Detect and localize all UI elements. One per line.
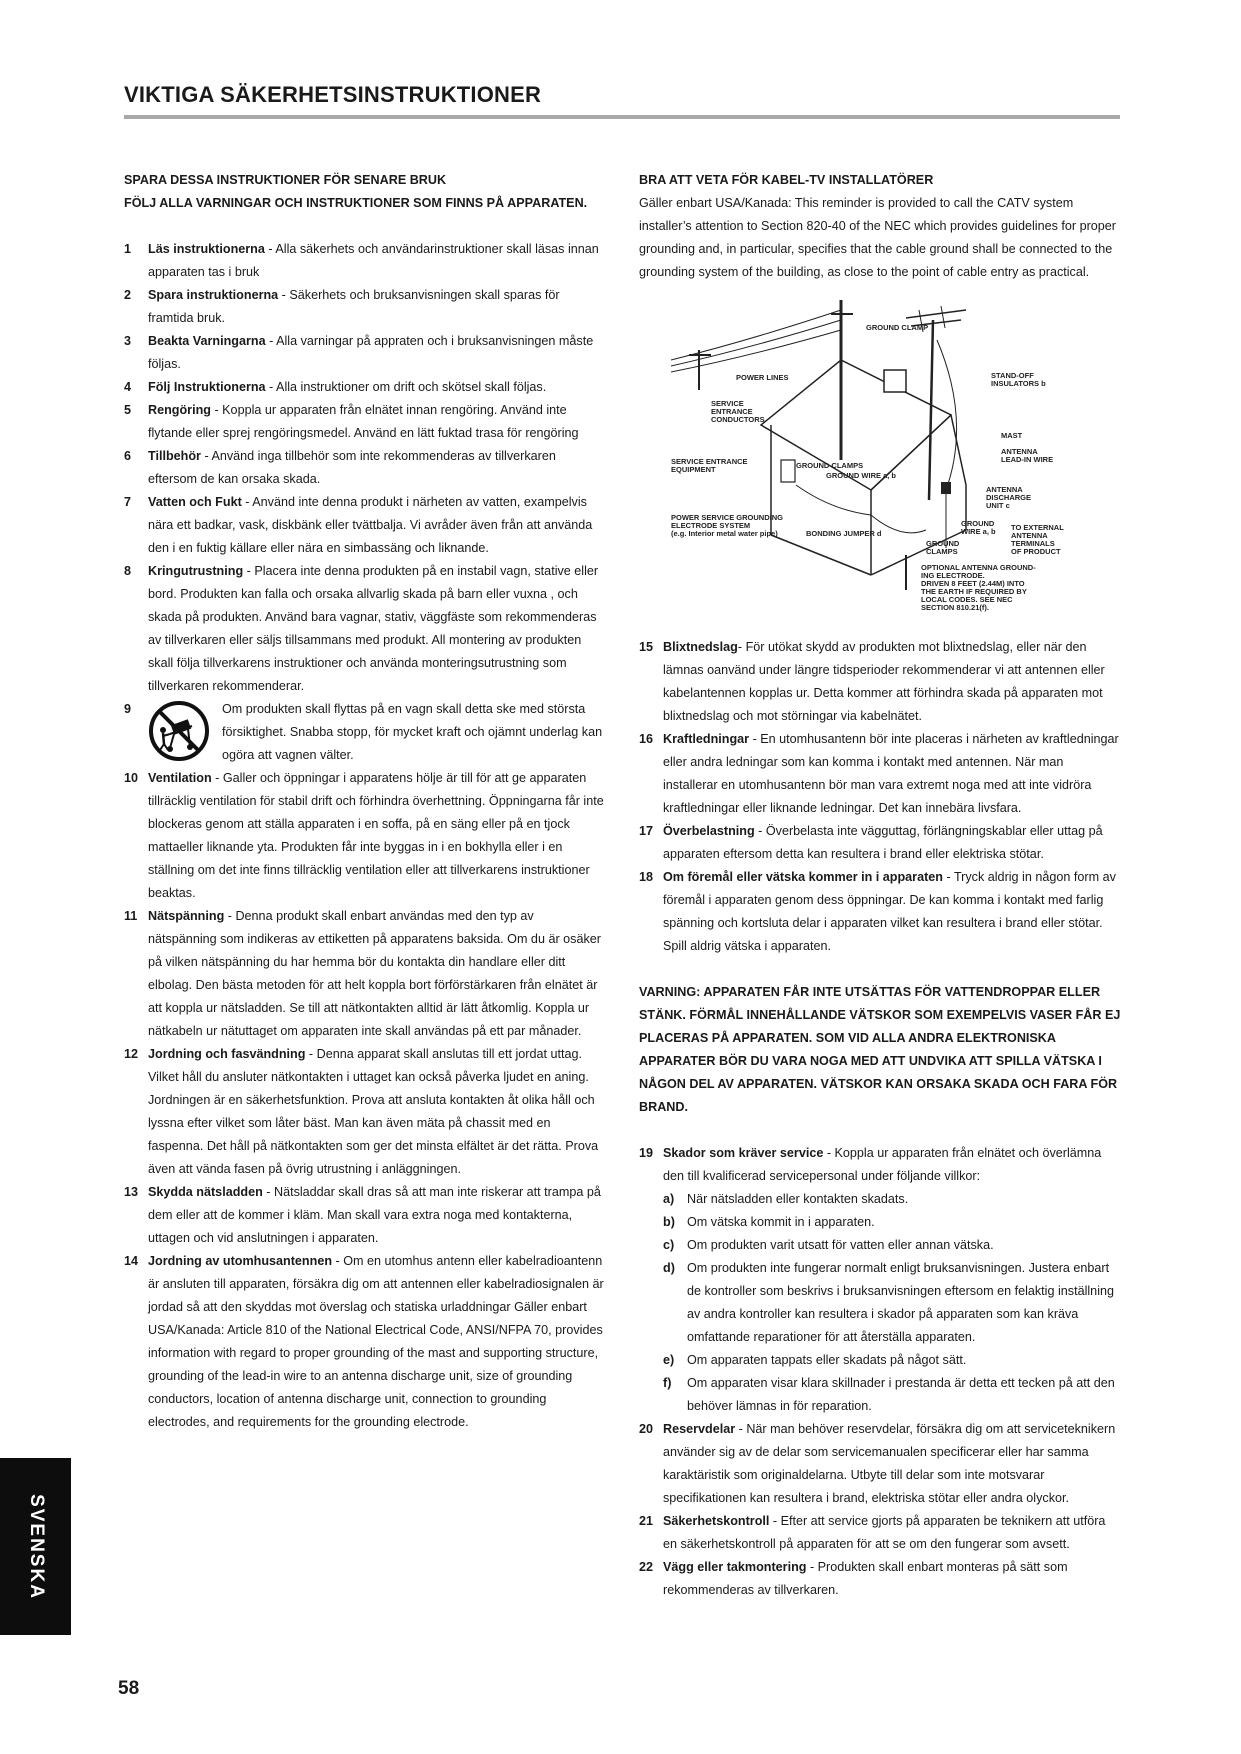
left-heading-2: FÖLJ ALLA VARNINGAR OCH INSTRUKTIONER SOM FINNS PÅ APPARATEN. xyxy=(124,196,588,210)
list-item: 16 Kraftledningar - En utomhusantenn bör inte placeras i närheten av kraftledningar eller andra ledningar som kan komma i kontakt med antennen. När man installerar en utomhusantenn bör man vara extremt noga med att inte vidröra kraftledningar eller liknande ledningar. Det kan innebära livsfara. xyxy=(639,732,1119,815)
svg-text:SERVICE ENTRANCE: SERVICE ENTRANCE xyxy=(671,457,748,466)
svg-text:MAST: MAST xyxy=(1001,431,1023,440)
list-item: 8 Kringutrustning - Placera inte denna produkten på en instabil vagn, stative eller bord. Produkten kan falla och orsaka allvarlig skada på barn eller vuxna , och skada på produkten. Använd bara vagnar, stativ, väggfäste som rekommenderas av tillverkaren eller säljs tillsammans med produkt. All montering av produkten skall följa tillverkarens instruktioner och använda monteringsutrustning som tillverkaren rekommenderar. xyxy=(124,564,599,693)
svg-text:OF PRODUCT: OF PRODUCT xyxy=(1011,547,1061,556)
list-item: 22 Vägg eller takmontering - Produkten skall enbart monteras på sätt som rekommenderas av tillverkaren. xyxy=(639,1560,1068,1597)
svg-text:CONDUCTORS: CONDUCTORS xyxy=(711,415,765,424)
title-rule xyxy=(124,115,1120,119)
sub-item: e) Om apparaten tappats eller skadats på något sätt. xyxy=(663,1353,967,1367)
page-number: 58 xyxy=(118,1678,140,1699)
svg-text:WIRE a, b: WIRE a, b xyxy=(961,527,996,536)
list-item: 4 Följ Instruktionerna - Alla instruktioner om drift och skötsel skall följas. xyxy=(124,380,547,394)
left-heading-1: SPARA DESSA INSTRUKTIONER FÖR SENARE BRUK xyxy=(124,173,447,187)
svg-text:BONDING JUMPER d: BONDING JUMPER d xyxy=(806,529,882,538)
svg-text:POWER LINES: POWER LINES xyxy=(736,373,789,382)
svg-text:INSULATORS b: INSULATORS b xyxy=(991,379,1046,388)
svg-text:TO EXTERNAL: TO EXTERNAL xyxy=(1011,523,1064,532)
svg-text:STAND-OFF: STAND-OFF xyxy=(991,371,1034,380)
list-item: 5 Rengöring - Koppla ur apparaten från elnätet innan rengöring. Använd inte flytande eller sprej rengöringsmedel. Använd en lätt fuktad trasa för rengöring xyxy=(124,403,579,440)
liquid-warning: VARNING: APPARATEN FÅR INTE UTSÄTTAS FÖR VATTENDROPPAR ELLER STÄNK. FÖRMÅL INNEHÅLLANDE VÄTSKOR SOM EXEMPELVIS VASER FÅR EJ PLACERAS PÅ APPARATEN. SOM VID ALLA ANDRA ELEKTRONISKA APPARATER BÖR DU VARA NOGA MED ATT UNDVIKA ATT SPILLA VÄTSKA I NÅGON DEL AV APPARATEN. VÄTSKOR KAN ORSAKA SKADA OCH FARA FÖR BRAND. xyxy=(639,985,1121,1114)
svg-text:(e.g. Interior metal water pip: (e.g. Interior metal water pipe) xyxy=(671,529,778,538)
right-column xyxy=(639,169,1121,1602)
sub-item: c) Om produkten varit utsatt för vatten eller annan vätska. xyxy=(663,1238,994,1252)
svg-text:ING ELECTRODE.: ING ELECTRODE. xyxy=(921,571,985,580)
list-item: 20 Reservdelar - När man behöver reservdelar, försäkra dig om att serviceteknikern använder sig av de delar som servicemanualen specificerar eller har samma karaktäristik som originaldelarna. Utbyte till delar som inte motsvarar specifikationen kan resultera i brand, elektriska stötar eller andra olyckor. xyxy=(639,1422,1116,1505)
list-item: 15 Blixtnedslag- För utökat skydd av produkten mot blixtnedslag, eller när den lämnas oanvänd under längre tidsperioder rekommenderar vi att antennen eller kabelantennen kopplas ur. Detta kommer att förhindra skada på apparaten mot blixtnedslag och mot störningar via kabelnätet. xyxy=(639,640,1105,723)
list-item: 10 Ventilation - Galler och öppningar i apparatens hölje är till för att ge apparaten tillräcklig ventilation för stabil drift och förhindra överhettning. Öppningarna får inte blockeras genom att ställa apparaten i en soffa, på en säng eller på en tjock mattaeller liknande yta. Produkten får inte byggas in i en bokhylla eller i en ställning om det inte finns tillräcklig ventilation eller att tillverkarens instruktioner beaktas. xyxy=(124,771,604,900)
sub-item: b) Om vätska kommit in i apparaten. xyxy=(663,1215,875,1229)
svg-text:GROUND CLAMP: GROUND CLAMP xyxy=(866,323,929,332)
svg-text:ANTENNA: ANTENNA xyxy=(1001,447,1038,456)
svg-text:THE EARTH IF REQUIRED BY: THE EARTH IF REQUIRED BY xyxy=(921,587,1027,596)
antenna-grounding-diagram xyxy=(671,300,1071,620)
svg-text:GROUND: GROUND xyxy=(961,519,995,528)
svg-text:GROUND WIRE a, b: GROUND WIRE a, b xyxy=(826,471,897,480)
right-heading: BRA ATT VETA FÖR KABEL-TV INSTALLATÖRER xyxy=(639,173,934,187)
svg-text:DISCHARGE: DISCHARGE xyxy=(986,493,1032,502)
list-item: 18 Om föremål eller vätska kommer in i apparaten - Tryck aldrig in någon form av föremål i apparaten genom dess öppningar. De kan komma i kontakt med farlig spänning och kortsluta delar i apparaten vilket kan resultera i brand eller stötar. Spill aldrig vätska i apparaten. xyxy=(639,870,1116,953)
svg-text:GROUND CLAMPS: GROUND CLAMPS xyxy=(796,461,864,470)
svg-text:LEAD-IN WIRE: LEAD-IN WIRE xyxy=(1001,455,1054,464)
svg-text:DRIVEN 8 FEET (2.44M) INTO: DRIVEN 8 FEET (2.44M) INTO xyxy=(921,579,1025,588)
list-item: 6 Tillbehör - Använd inga tillbehör som inte rekommenderas av tillverkaren eftersom de kan orsaka skada. xyxy=(124,449,556,486)
language-tab: SVENSKA xyxy=(0,1458,71,1635)
svg-text:ELECTRODE SYSTEM: ELECTRODE SYSTEM xyxy=(671,521,751,530)
sub-item: d) Om produkten inte fungerar normalt enligt bruksanvisningen. Justera enbart de kontroller som beskrivs i bruksanvisningen eftersom en felaktig inställning av andra kontroller kan resultera i skador på apparaten som kan kräva omfattande reparationer för att återställa apparaten. xyxy=(663,1261,1114,1344)
list-item: 11 Nätspänning - Denna produkt skall enbart användas med den typ av nätspänning som indikeras av ettiketten på apparatens baksida. Om du är osäker på vilken nätspänning du har hemma bör du kontakta din handlare eller ditt elbolag. Den bästa metoden för att helt koppla bort förförstärkaren från elnätet är att koppla ur nätsladden. Se till att nätkontakten alltid är lätt åtkomlig. Koppla ur nätkabeln ur nätuttaget om apparaten inte skall användas på ett par månader. xyxy=(124,909,601,1038)
list-item: 13 Skydda nätsladden - Nätsladdar skall dras så att man inte riskerar att trampa på dem eller att de kommer i kläm. Man skall vara extra noga med kontakterna, uttagen och vid anslutningen i apparaten. xyxy=(124,1185,601,1245)
svg-text:ENTRANCE: ENTRANCE xyxy=(711,407,753,416)
svg-text:CLAMPS: CLAMPS xyxy=(926,547,958,556)
sub-item: f) Om apparaten visar klara skillnader i prestanda är detta ett tecken på att den behöver lämnas in för reparation. xyxy=(663,1376,1115,1413)
list-item: 14 Jordning av utomhusantennen - Om en utomhus antenn eller kabelradioantenn är ansluten till apparaten, försäkra dig om att antennen eller kabelradiosignalen är jordad så att den skyddas mot överslag och statiska urladdningar Gäller enbart USA/Kanada: Article 810 of the National Electrical Code, ANSI/NFPA 70, provides information with regard to proper grounding of the mast and supporting structure, grounding of the lead-in wire to an antenna discharge unit, size of grounding conductors, location of antenna discharge unit, connection to grounding electrodes, and requirements for the grounding electrode. xyxy=(124,1254,604,1429)
svg-text:GROUND: GROUND xyxy=(926,539,960,548)
list-item: 2 Spara instruktionerna - Säkerhets och bruksanvisningen skall sparas för framtida bruk. xyxy=(124,288,560,325)
list-item: 3 Beakta Varningarna - Alla varningar på appraten och i bruksanvisningen måste följas. xyxy=(124,334,594,371)
list-item: 12 Jordning och fasvändning - Denna apparat skall anslutas till ett jordat uttag. Vilket håll du ansluter nätkontakten i uttaget kan också påverka ljudet en aning. Jordningen är en säkerhetsfunktion. Prova att ansluta kontakten åt olika håll och lyssna efter vilket som låter bäst. Man kan även mäta på chassit med en faspenna. Det håll på nätkontakten som ger det minsta elfältet är det rätta. Prova även att vända fasen på övrig utrustning i anläggningen. xyxy=(124,1047,599,1176)
cart-tipover-warning-icon xyxy=(148,700,210,762)
svg-text:ANTENNA: ANTENNA xyxy=(1011,531,1048,540)
list-item: 17 Överbelastning - Överbelasta inte vägguttag, förlängningskablar eller uttag på apparaten eftersom detta kan resultera i brand eller elektriska stötar. xyxy=(639,824,1103,861)
sub-item: a) När nätsladden eller kontakten skadats. xyxy=(663,1192,909,1206)
svg-text:OPTIONAL ANTENNA GROUND-: OPTIONAL ANTENNA GROUND- xyxy=(921,563,1036,572)
list-item-cart-warning: 9 Om produkten skall flyttas på en vagn skall detta ske med största försiktighet. Snabba stopp, för mycket kraft och ojämnt underlag kan ogöra att vagnen välter. xyxy=(124,702,603,762)
svg-text:LOCAL CODES. SEE NEC: LOCAL CODES. SEE NEC xyxy=(921,595,1013,604)
svg-text:POWER SERVICE GROUNDING: POWER SERVICE GROUNDING xyxy=(671,513,783,522)
svg-text:UNIT c: UNIT c xyxy=(986,501,1010,510)
catv-intro: Gäller enbart USA/Kanada: This reminder is provided to call the CATV system installer’s attention to Section 820-40 of the NEC which provides guidelines for proper grounding and, in particular, specifies that the cable ground shall be connected to the grounding system of the building, as close to the point of cable entry as practical. xyxy=(639,196,1116,279)
left-column xyxy=(124,169,604,1434)
svg-text:SECTION 810.21(f).: SECTION 810.21(f). xyxy=(921,603,989,612)
page-title: VIKTIGA SÄKERHETSINSTRUKTIONER xyxy=(124,82,542,107)
svg-text:EQUIPMENT: EQUIPMENT xyxy=(671,465,716,474)
list-item: 21 Säkerhetskontroll - Efter att service gjorts på apparaten be teknikern att utföra en säkerhetskontroll på apparaten för att se om den fungerar som avsett. xyxy=(639,1514,1106,1551)
list-item: 1 Läs instruktionerna - Alla säkerhets och användarinstruktioner skall läsas innan apparaten tas i bruk xyxy=(124,242,599,279)
svg-text:ANTENNA: ANTENNA xyxy=(986,485,1023,494)
list-item: 7 Vatten och Fukt - Använd inte denna produkt i närheten av vatten, exampelvis nära ett badkar, vask, diskbänk eller tvättbalja. Vi avråder även från att använda den i en fuktig källare eller nära en simbassäng och liknande. xyxy=(124,495,593,555)
svg-text:SERVICE: SERVICE xyxy=(711,399,744,408)
svg-text:TERMINALS: TERMINALS xyxy=(1011,539,1055,548)
list-item: 19 Skador som kräver service - Koppla ur apparaten från elnätet och överlämna den till kvalificerad servicepersonal under följande villkor: xyxy=(639,1146,1102,1183)
